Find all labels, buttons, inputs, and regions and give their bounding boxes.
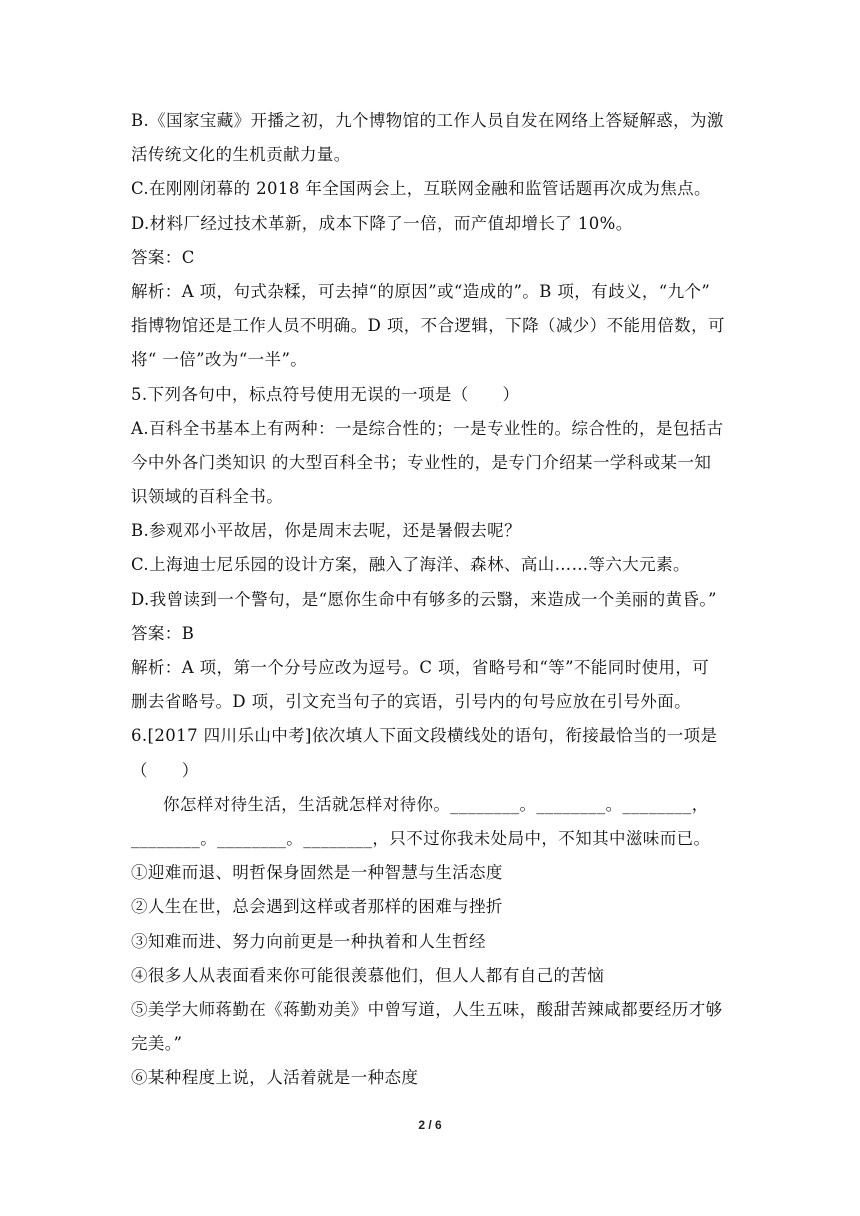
q5-option-d: D.我曾读到一个警句，是“愿你生命中有够多的云翳，来造成一个美丽的黄昏。” bbox=[131, 589, 717, 609]
q5-option-a-line3: 识领域的百科全书。 bbox=[131, 487, 284, 507]
q4-analysis-line1: 解析：A 项，句式杂糅，可去掉“的原因”或“造成的”。B 项，有歧义，“九个” bbox=[131, 281, 711, 301]
q6-passage-line2: ________。________。________，只不过你我未处局中，不知其中滋味而已。 bbox=[131, 828, 711, 848]
q4-analysis-line3: 将“ 一倍”改为“一半”。 bbox=[131, 350, 308, 370]
q4-analysis-line2: 指博物馆还是工作人员不明确。D 项，不合逻辑，下降（减少）不能用倍数，可 bbox=[131, 316, 725, 336]
q4-option-b-line2: 活传统文化的生机贡献力量。 bbox=[131, 145, 351, 165]
document-page bbox=[131, 104, 731, 1095]
q6-option-5-line2: 完美。” bbox=[131, 1034, 183, 1054]
q6-option-6: ⑥某种程度上说，人活着就是一种态度 bbox=[131, 1068, 419, 1088]
q5-option-b: B.参观邓小平故居，你是周末去呢，还是暑假去呢？ bbox=[131, 521, 521, 541]
q4-option-b-line1: B.《国家宝藏》开播之初，九个博物馆的工作人员自发在网络上答疑解惑，为激 bbox=[131, 111, 724, 130]
q4-answer: 答案：C bbox=[131, 247, 195, 267]
q5-option-c: C.上海迪士尼乐园的设计方案，融入了海洋、森林、高山……等六大元素。 bbox=[131, 555, 690, 575]
q6-stem-line2: （ ） bbox=[131, 760, 199, 780]
q5-analysis-line1: 解析：A 项，第一个分号应改为逗号。C 项，省略号和“等”不能同时使用，可 bbox=[131, 658, 710, 677]
q6-passage-line1: 你怎样对待生活，生活就怎样对待你。________。________。________， bbox=[163, 794, 709, 814]
q5-analysis-line2: 删去省略号。D 项，引文充当句子的宾语，引号内的句号应放在引号外面。 bbox=[131, 692, 692, 712]
q5-option-a-line2: 今中外各门类知识 的大型百科全书；专业性的，是专门介绍某一学科或某一知 bbox=[131, 452, 712, 472]
page-number: 2 / 6 bbox=[418, 1118, 442, 1132]
q5-option-a-line1: A.百科全书基本上有两种：一是综合性的；一是专业性的。综合性的，是包括古 bbox=[131, 418, 724, 438]
q6-stem-line1: 6.[2017 四川乐山中考]依次填人下面文段横线处的语句，衔接最恰当的一项是 bbox=[131, 726, 718, 746]
q6-option-4: ④很多人从表面看来你可能很羡慕他们，但人人都有自己的苦恼 bbox=[131, 965, 605, 985]
q5-stem: 5.下列各句中，标点符号使用无误的一项是（ ） bbox=[131, 384, 520, 404]
q4-option-c: C.在刚刚闭幕的 2018 年全国两会上，互联网金融和监管话题再次成为焦点。 bbox=[131, 179, 711, 199]
q6-option-3: ③知难而进、努力向前更是一种执着和人生哲经 bbox=[131, 931, 486, 951]
q6-option-5-line1: ⑤美学大师蒋勤在《蒋勤劝美》中曾写道，人生五味，酸甜苦辣咸都要经历才够 bbox=[131, 999, 723, 1019]
q6-option-2: ②人生在世，总会遇到这样或者那样的困难与挫折 bbox=[131, 897, 503, 917]
q6-option-1: ①迎难而退、明哲保身固然是一种智慧与生活态度 bbox=[131, 863, 503, 883]
q5-answer: 答案：B bbox=[131, 623, 195, 643]
q4-option-d: D.材料厂经过技术革新，成本下降了一倍，而产值却增长了 10%。 bbox=[131, 213, 633, 233]
